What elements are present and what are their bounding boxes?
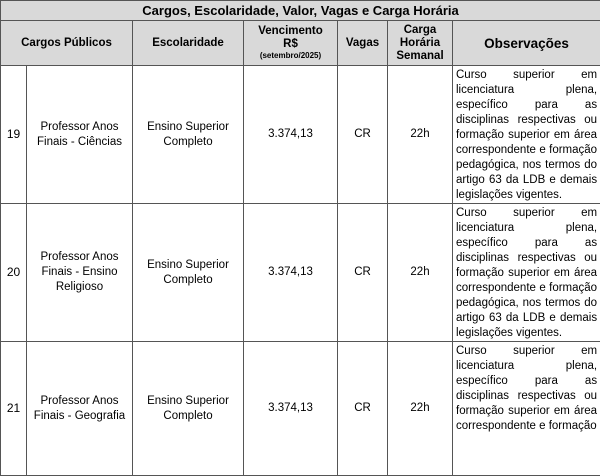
row-carga: 22h (388, 204, 453, 342)
row-escolaridade: Ensino Superior Completo (133, 342, 244, 476)
row-number: 19 (1, 66, 27, 204)
row-carga: 22h (388, 342, 453, 476)
table-header-row (1, 21, 600, 66)
header-escolaridade: Escolaridade (133, 21, 244, 66)
row-escolaridade: Ensino Superior Completo (133, 204, 244, 342)
row-vencimento: 3.374,13 (244, 342, 338, 476)
header-carga-line1: Carga (404, 24, 437, 36)
header-vencimento-line1: Vencimento (258, 25, 323, 37)
row-vencimento: 3.374,13 (244, 66, 338, 204)
row-carga: 22h (388, 66, 453, 204)
row-cargo: Professor Anos Finais - Ensino Religioso (27, 204, 133, 342)
header-carga (388, 21, 453, 66)
header-vagas: Vagas (338, 21, 388, 66)
table-title: Cargos, Escolaridade, Valor, Vagas e Carga Horária (1, 1, 600, 21)
header-carga-line3: Semanal (396, 50, 443, 62)
table-row (1, 66, 600, 204)
row-cargo: Professor Anos Finais - Ciências (27, 66, 133, 204)
table-title-row (1, 1, 600, 21)
table-row (1, 342, 600, 476)
row-vencimento: 3.374,13 (244, 204, 338, 342)
header-cargo: Cargos Públicos (1, 21, 133, 66)
row-vagas: CR (338, 204, 388, 342)
row-number: 21 (1, 342, 27, 476)
header-vencimento-line2: R$ (283, 38, 298, 50)
table-row (1, 204, 600, 342)
row-observacoes: Curso superior em licenciatura plena, específico para as disciplinas respectivas ou formação superior em área correspondente e formação (453, 342, 600, 476)
row-observacoes: Curso superior em licenciatura plena, específico para as disciplinas respectivas ou formação superior em área correspondente e formação pedagógica, nos termos do artigo 63 da LDB e demais legislações vigentes. (453, 66, 600, 204)
row-vagas: CR (338, 66, 388, 204)
header-vencimento-line3: (setembro/2025) (244, 51, 337, 61)
row-observacoes: Curso superior em licenciatura plena, específico para as disciplinas respectivas ou formação superior em área correspondente e formação pedagógica, nos termos do artigo 63 da LDB e demais legislações vigentes. (453, 204, 600, 342)
row-cargo: Professor Anos Finais - Geografia (27, 342, 133, 476)
header-vencimento (244, 21, 338, 66)
header-carga-line2: Horária (400, 37, 440, 49)
row-escolaridade: Ensino Superior Completo (133, 66, 244, 204)
row-number: 20 (1, 204, 27, 342)
row-vagas: CR (338, 342, 388, 476)
header-observacoes: Observações (453, 21, 600, 66)
